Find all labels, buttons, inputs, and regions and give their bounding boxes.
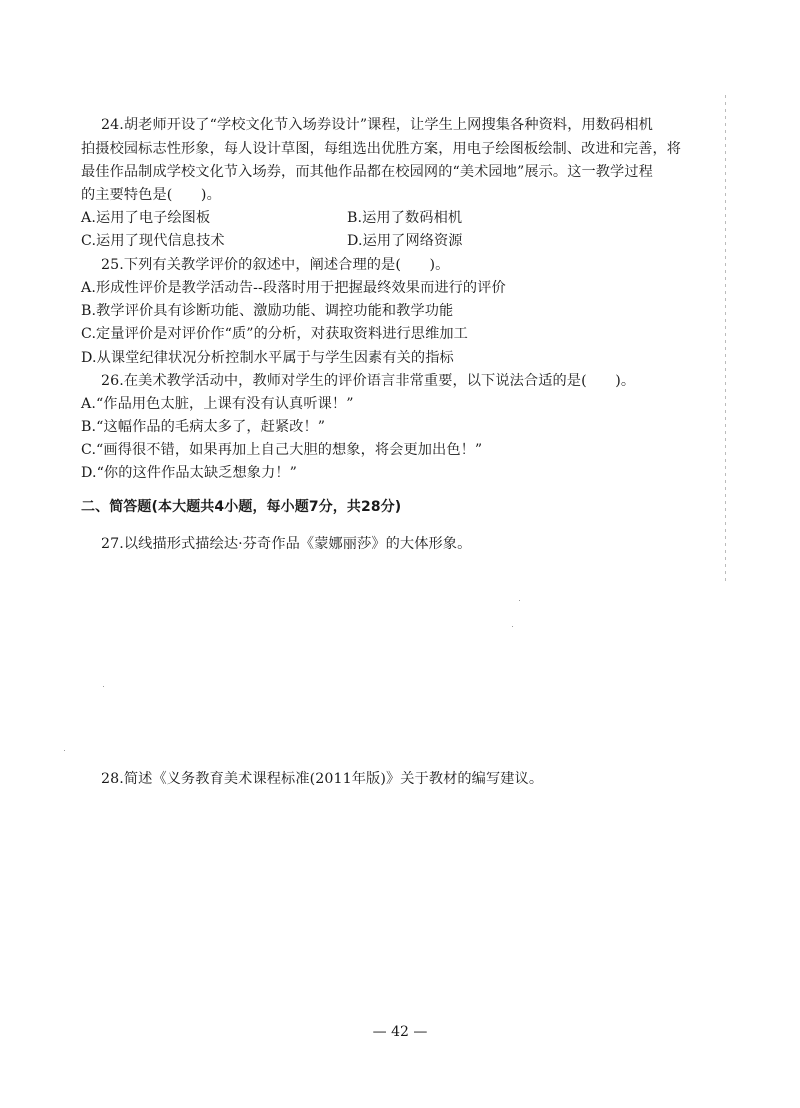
q24-option-c: C.运用了现代信息技术 xyxy=(81,233,225,249)
q26-stem: 26.在美术教学活动中，教师对学生的评价语言非常重要，以下说法合适的是( )。 xyxy=(101,373,636,389)
scan-speck xyxy=(512,626,513,627)
scan-speck xyxy=(103,686,104,687)
margin-rule xyxy=(725,95,726,585)
q24-stem-line3: 最佳作品制成学校文化节入场券，而其他作品都在校园网的“美术园地”展示。这一教学过程 xyxy=(81,164,653,180)
q26-option-d: D.“你的这件作品太缺乏想象力！” xyxy=(81,465,298,481)
q24-stem-line2: 拍摄校园标志性形象，每人设计草图，每组选出优胜方案，用电子绘图板绘制、改进和完善，将 xyxy=(81,141,682,157)
q24-option-d: D.运用了网络资源 xyxy=(347,233,463,249)
q24-stem-line4: 的主要特色是( )。 xyxy=(81,187,221,203)
scan-speck xyxy=(64,750,65,751)
q24-stem-line1: 24.胡老师开设了“学校文化节入场券设计”课程，让学生上网搜集各种资料，用数码相机 xyxy=(101,117,653,133)
page-number: — 42 — xyxy=(372,1024,428,1040)
q25-option-a: A.形成性评价是教学活动告--段落时用于把握最终效果而进行的评价 xyxy=(81,280,506,296)
scan-speck xyxy=(519,600,520,601)
q25-option-d: D.从课堂纪律状况分析控制水平属于与学生因素有关的指标 xyxy=(81,350,454,366)
q27-stem: 27.以线描形式描绘达·芬奇作品《蒙娜丽莎》的大体形象。 xyxy=(101,536,472,552)
q25-option-c: C.定量评价是对评价作“质”的分析，对获取资料进行思维加工 xyxy=(81,326,468,342)
section-heading: 二、简答题(本大题共4小题，每小题7分，共28分) xyxy=(81,499,402,515)
q24-option-b: B.运用了数码相机 xyxy=(347,210,463,226)
q26-option-a: A.“作品用色太脏，上课有没有认真听课！” xyxy=(81,396,354,412)
q28-stem: 28.简述《义务教育美术课程标准(2011年版)》关于教材的编写建议。 xyxy=(101,771,544,787)
q26-option-c: C.“画得很不错，如果再加上自己大胆的想象，将会更加出色！” xyxy=(81,442,483,458)
q25-option-b: B.教学评价具有诊断功能、激励功能、调控功能和教学功能 xyxy=(81,303,454,319)
q26-option-b: B.“这幅作品的毛病太多了，赶紧改！” xyxy=(81,419,326,435)
q25-stem: 25.下列有关教学评价的叙述中，阐述合理的是( )。 xyxy=(101,257,450,273)
q24-option-a: A.运用了电子绘图板 xyxy=(81,210,211,226)
